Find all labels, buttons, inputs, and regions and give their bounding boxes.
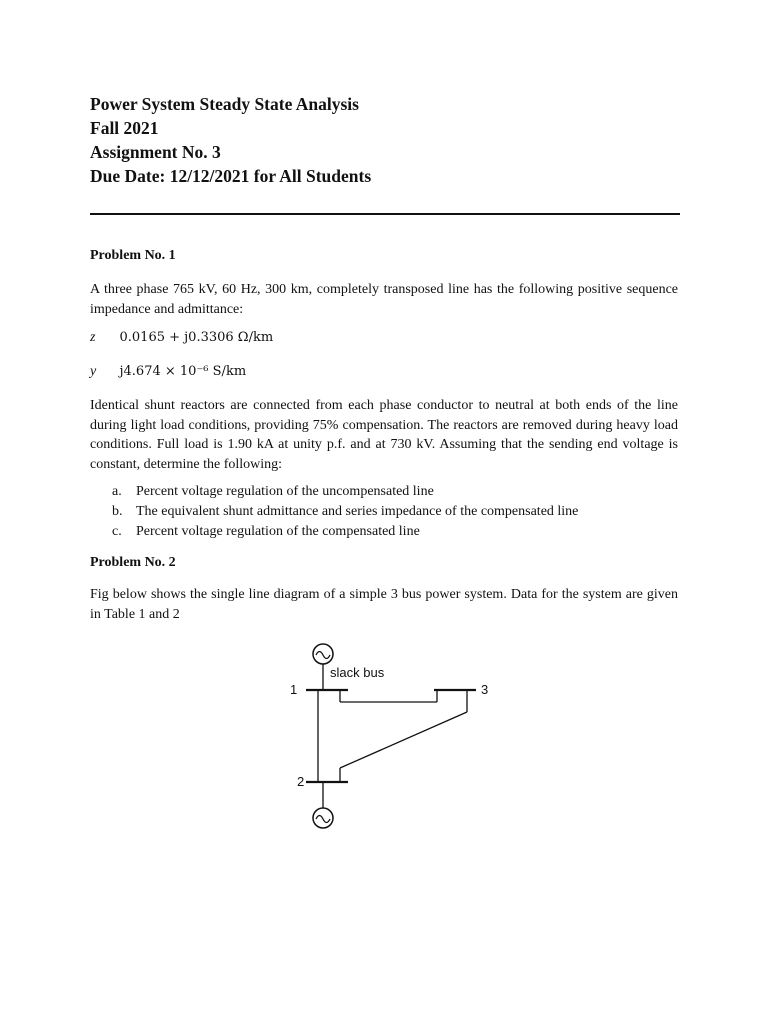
course-title: Power System Steady State Analysis	[90, 94, 359, 114]
problem-2-intro-text: Fig below shows the single line diagram of a simple 3 bus power system. Data for the system are given in Table 1 and 2	[90, 587, 678, 622]
bus-2	[306, 768, 348, 808]
assignment-number: Assignment No. 3	[90, 142, 221, 162]
list-item-marker: b.	[112, 504, 123, 519]
slack-bus-label: slack bus	[330, 665, 385, 680]
bus-3-label: 3	[481, 682, 489, 697]
admittance-variable: y	[90, 364, 97, 379]
admittance-value: j4.674 × 10⁻⁶ S/km	[119, 364, 247, 379]
impedance-value: 0.0165 + j0.3306 Ω/km	[119, 330, 274, 345]
due-date: Due Date: 12/12/2021 for All Students	[90, 166, 372, 186]
bus-1	[306, 690, 437, 782]
generator-2-icon	[313, 808, 333, 828]
problem-2-title: Problem No. 2	[90, 555, 176, 570]
list-item-text: The equivalent shunt admittance and series impedance of the compensated line	[136, 504, 579, 519]
list-item-text: Percent voltage regulation of the compensated line	[136, 524, 420, 539]
list-item-marker: c.	[112, 524, 122, 539]
problem-1-title: Problem No. 1	[90, 248, 176, 263]
problem-1-body-text: Identical shunt reactors are connected from each phase conductor to neutral at both ends of the line during light load conditions, providing 75% compensation. The reactors are removed during heavy load conditions. Full load is 1.90 kA at unity p.f. and at 730 kV. Assuming that the sending end voltage is constant, determine the following:	[90, 398, 678, 472]
list-item-marker: a.	[112, 484, 122, 499]
bus-2-label: 2	[297, 774, 305, 789]
term: Fall 2021	[90, 118, 159, 138]
problem-1-intro-text: A three phase 765 kV, 60 Hz, 300 km, completely transposed line has the following positive sequence impedance and admittance:	[90, 282, 678, 317]
list-item-text: Percent voltage regulation of the uncompensated line	[136, 484, 434, 499]
bus-1-label: 1	[290, 682, 298, 697]
impedance-variable: z	[90, 330, 96, 345]
